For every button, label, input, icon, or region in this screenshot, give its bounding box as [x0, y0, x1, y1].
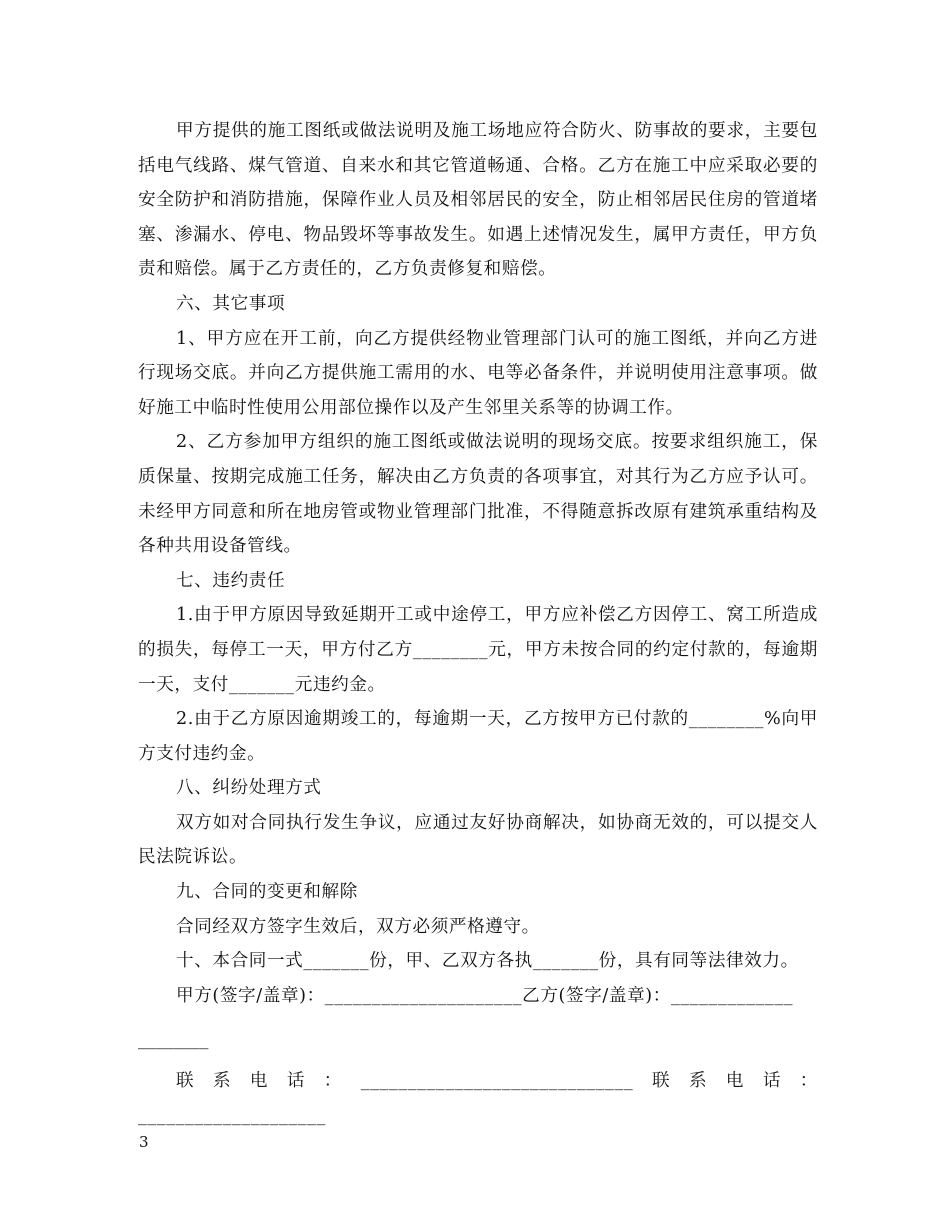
heading-dispute-resolution: 八、纠纷处理方式	[176, 778, 322, 799]
page-number: 3	[139, 1133, 149, 1151]
contract-body	[138, 114, 818, 1133]
paragraph-party-a-breach: 1.由于甲方原因导致延期开工或中途停工，甲方应补偿乙方因停工、窝工所造成的损失，每停工一天，甲方付乙方________元，甲方未按合同的约定付款的，每逾期一天，支付_______元违约金。	[138, 605, 818, 695]
paragraph-safety: 甲方提供的施工图纸或做法说明及施工场地应符合防火、防事故的要求，主要包括电气线路、煤气管道、自来水和其它管道畅通、合格。乙方在施工中应采取必要的安全防护和消防措施，保障作业人员及相邻居民的安全，防止相邻居民住房的管道堵塞、渗漏水、停电、物品毁坏等事故发生。如遇上述情况发生，属甲方责任，甲方负责和赔偿。属于乙方责任的，乙方负责修复和赔偿。	[138, 121, 818, 280]
paragraph-party-b-duties: 2、乙方参加甲方组织的施工图纸或做法说明的现场交底。按要求组织施工，保质保量、按期完成施工任务，解决由乙方负责的各项事宜，对其行为乙方应予认可。未经甲方同意和所在地房管或物业管理部门批准，不得随意拆改原有建筑承重结构及各种共用设备管线。	[138, 432, 818, 557]
heading-breach-liability: 七、违约责任	[176, 570, 286, 591]
paragraph-copies: 十、本合同一式_______份，甲、乙双方各执_______份，具有同等法律效力。	[176, 951, 799, 972]
signature-line: 甲方(签字/盖章)：_____________________乙方(签字/盖章)：_____________	[176, 985, 794, 1006]
paragraph-party-a-duties: 1、甲方应在开工前，向乙方提供经物业管理部门认可的施工图纸，并向乙方进行现场交底。并向乙方提供施工需用的水、电等必备条件，并说明使用注意事项。做好施工中临时性使用公用部位操作以及产生邻里关系等的协调工作。	[138, 328, 818, 418]
paragraph-dispute-resolution: 双方如对合同执行发生争议，应通过友好协商解决，如协商无效的，可以提交人民法院诉讼。	[138, 812, 818, 868]
paragraph-party-b-breach: 2.由于乙方原因逾期竣工的，每逾期一天，乙方按甲方已付款的________%向甲方支付违约金。	[138, 709, 818, 764]
heading-other-matters: 六、其它事项	[176, 293, 286, 314]
contact-phone-line: 联系电话：_____________________________联系电话：____________________	[138, 1071, 818, 1126]
paragraph-contract-effective: 合同经双方签字生效后，双方必须严格遵守。	[176, 916, 540, 937]
heading-contract-changes: 九、合同的变更和解除	[176, 882, 358, 903]
signature-line-continuation: ________	[138, 1030, 209, 1051]
